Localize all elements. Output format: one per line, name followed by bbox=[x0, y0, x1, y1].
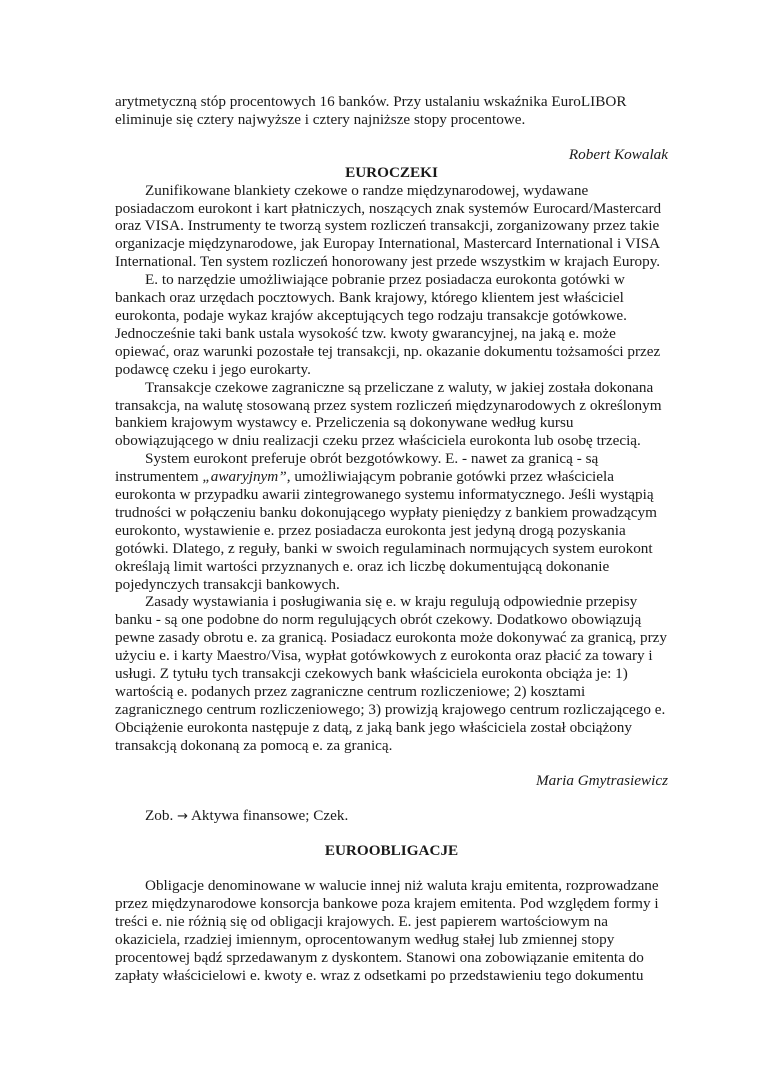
emphasis-awaryjnym: „awaryjnym” bbox=[202, 468, 287, 486]
cross-reference bbox=[115, 807, 668, 826]
euroobligacje-paragraph-1: Obligacje denominowane w walucie innej niż waluta kraju emitenta, rozprowadzane przez międzynarodowe konsorcja bankowe poza krajem emitenta. Pod względem formy i treści e. nie różnią się od obligacji krajowych. E. jest papierem wartościowym na okaziciela, rzadziej imiennym, oprocentowanym według stałej lub zmiennej stopy procentowej bądź sprzedawanym z dyskontem. Stanowi ona zobowiązanie emitenta do zapłaty właścicielowi e. kwoty e. wraz z odsetkami po przedstawieniu tego dokumentu bbox=[115, 877, 659, 984]
euroczeki-paragraph-2: E. to narzędzie umożliwiające pobranie przez posiadacza eurokonta gotówki w bankach oraz urzędach pocztowych. Bank krajowy, którego klientem jest właściciel eurokonta, podaje wykaz krajów akceptujących tego rodzaju transakcje gotówkowe. Jednocześnie taki bank ustala wysokość tzw. kwoty gwarancyjnej, na jaką e. może opiewać, oraz warunki pozostałe tej transakcji, np. okazanie dokumentu tożsamości przez podawcę czeku i jego eurokarty. bbox=[115, 271, 661, 378]
euroczeki-paragraph-5: Zasady wystawiania i posługiwania się e. w kraju regulują odpowiednie przepisy banku - są one podobne do norm regulujących obrót czekowy. Dodatkowo obowiązują pewne zasady obrotu e. za granicą. Posiadacz eurokonta może dokonywać za granicą, przy użyciu e. i karty Maestro/Visa, wypłat gotówkowych z eurokonta oraz płacić za towary i usługi. Z tytułu tych transakcji czekowych bank właściciela eurokonta obciąża je: 1) wartością e. podanych przez zagraniczne centrum rozliczeniowe; 2) kosztami zagranicznego centrum rozliczeniowego; 3) prowizją krajowego centrum rozliczającego e. Obciążenie eurokonta następuje z datą, z jaką bank jego właściciela został obciążony transakcją dokonaną za pomocą e. za granicą. bbox=[115, 593, 667, 754]
author-signature-gmytrasiewicz: Maria Gmytrasiewicz bbox=[535, 771, 668, 789]
xref-prefix: Zob. bbox=[145, 806, 174, 824]
euroczeki-paragraph-1: Zunifikowane blankiety czekowe o randze międzynarodowej, wydawane posiadaczom eurokont i kart płatniczych, noszących znak systemów Eurocard/Mastercard oraz VISA. Instrumenty te tworzą system rozliczeń transakcji, zorganizowany przez takie organizacje międzynarodowe, jak Europay International, Mastercard International i VISA International. Ten system rozliczeń honorowany jest przede wszystkim w krajach Europy. bbox=[115, 181, 662, 271]
section-title-euroczeki: EUROCZEKI bbox=[345, 163, 438, 181]
euroczeki-paragraph-4 bbox=[115, 450, 668, 593]
right-arrow-icon: → bbox=[177, 808, 188, 824]
intro-paragraph: arytmetyczną stóp procentowych 16 banków. Przy ustalaniu wskaźnika EuroLIBOR eliminuje się cztery najwyższe i cztery najniższe stopy procentowe. bbox=[115, 93, 627, 128]
euroczeki-paragraph-3: Transakcje czekowe zagraniczne są przeliczane z waluty, w jakiej została dokonana transakcja, na walutę stosowaną przez system rozliczeń międzynarodowych z określonym bankiem krajowym wystawcy e. Przeliczenia są dokonywane według kursu obowiązującego w dniu realizacji czeku przez właściciela eurokonta lub osobę trzecią. bbox=[115, 378, 662, 450]
author-signature-kowalak: Robert Kowalak bbox=[568, 145, 668, 163]
section-title-euroobligacje: EUROOBLIGACJE bbox=[324, 842, 459, 860]
xref-targets: Aktywa finansowe; Czek. bbox=[190, 806, 349, 824]
document-page bbox=[115, 93, 668, 985]
paragraph-4-text-a: System eurokont preferuje obrót bezgotówkowy. E. - nawet za granicą - są instrumentem bbox=[115, 450, 599, 486]
paragraph-4-text-b: , umożliwiającym pobranie gotówki przez właściciela eurokonta w przypadku awarii zintegrowanego systemu informatycznego. Jeśli wystąpią trudności w połączeniu banku dokonującego wypłaty pieniędzy z bankiem prowadzącym eurokonto, wystawienie e. przez posiadacza eurokonta jest jedyną drogą pozyskania gotówki. Dlatego, z reguły, banki w swoich regulaminach normujących system eurokont określają limit wartości przyznanych e. oraz ich liczbę dokumentującą dokonanie pojedynczych transakcji bankowych. bbox=[115, 468, 657, 593]
